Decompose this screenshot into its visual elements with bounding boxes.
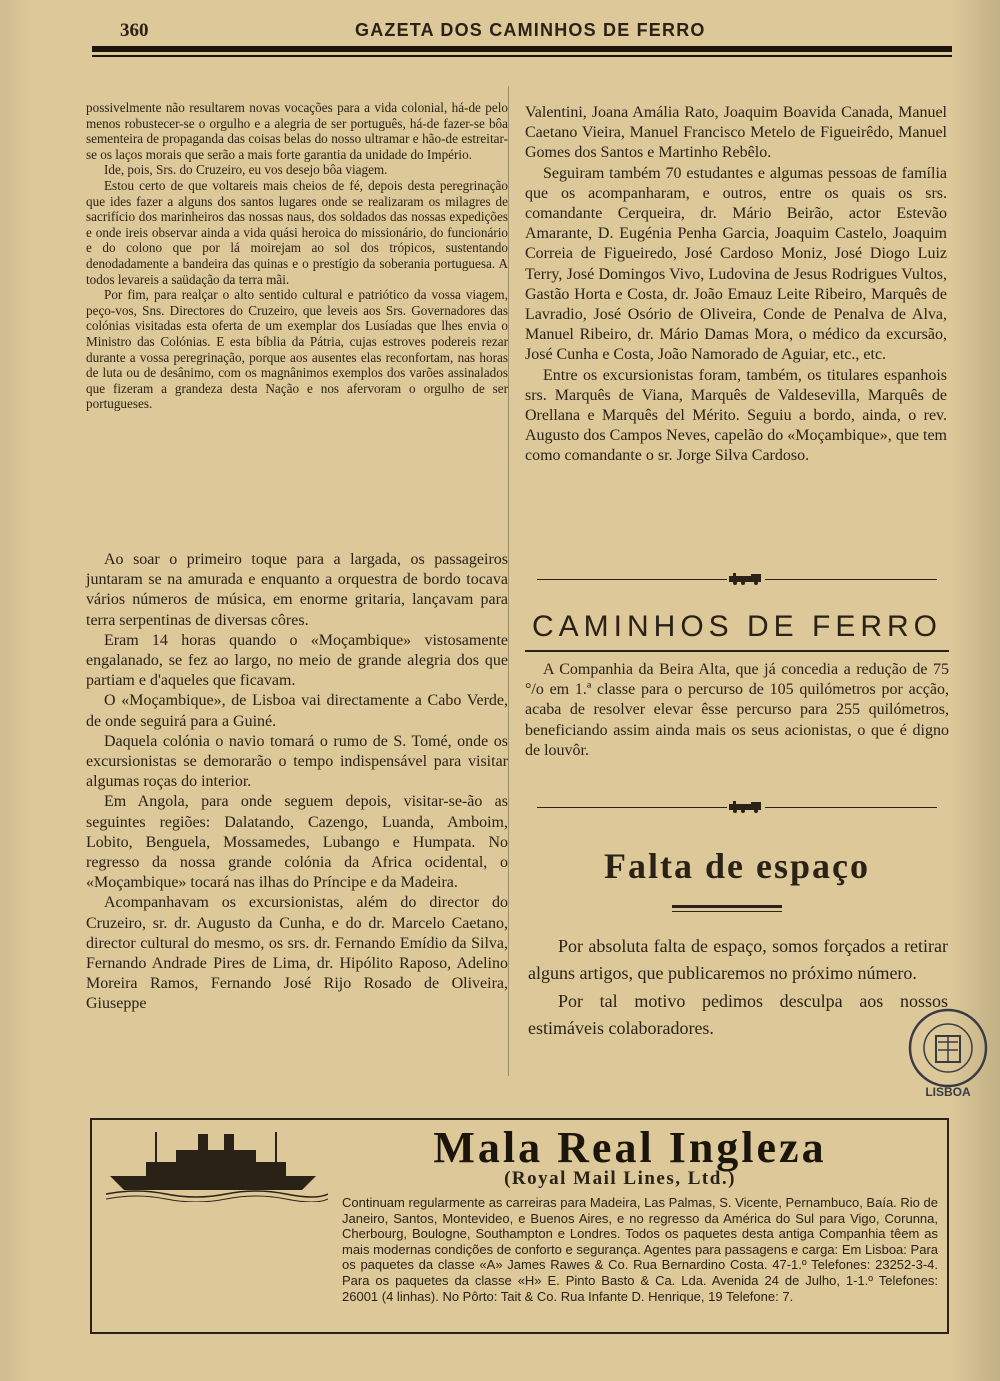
journal-title: GAZETA DOS CAMINHOS DE FERRO xyxy=(355,20,706,40)
header-rule-thin xyxy=(92,55,952,57)
caminhos-text xyxy=(525,660,949,761)
train-divider xyxy=(537,800,937,814)
advert-title: Mala Real Ingleza xyxy=(433,1123,827,1172)
advert-text xyxy=(100,1195,938,1304)
speech-text xyxy=(86,100,508,412)
article-text-right xyxy=(525,103,947,467)
ship-illustration xyxy=(106,1124,328,1202)
paragraph: Acompanhavam os excursionistas, além do director do Cruzeiro, sr. dr. Augusto da Cunha, e do dr. Marcelo Caetano, director cultural do mesmo, os srs. dr. Fernando Emídio da Silva, Fernando Andrade Pires de Lima, dr. Hipólito Raposo, Adelino Moreira Ramos, Fernando José Rijo Rosado de Oliveira, Giuseppe xyxy=(86,894,508,1013)
header-rule xyxy=(92,46,952,52)
notice-title: Falta de espaço xyxy=(604,846,870,886)
paragraph: Por absoluta falta de espaço, somos forçados a retirar alguns artigos, que publicaremos no próximo número. xyxy=(528,936,948,984)
advert-body: Continuam regularmente as carreiras para Madeira, Las Palmas, S. Vicente, Pernambuco, Baía. Rio de Janeiro, Santos, Montevideo, e Buenos Aires, e no regresso da América do Sul para Vigo, Corunna, Cherbourg, Boulogne, Southampton e Londres. Todos os paquetes desta antiga Companhia têem as mais modernas condições de conforto e segurança. Agentes para passagens e carga: Em Lisboa: Para os paquetes da classe «A» James Rawes & Co. Rua Bernardino Costa. 47-1.º Telefones: 23252-3-4. Para os paquetes da classe «H» E. Pinto Basto & Ca. Lda. Avenida 24 de Julho, 1-1.º Telefones: 26001 (4 linhas). No Pôrto: Tait & Co. Rua Infante D. Henrique, 19 Telefone: 7. xyxy=(342,1195,938,1304)
paragraph: Ide, pois, Srs. do Cruzeiro, eu vos desejo bôa viagem. xyxy=(104,162,388,178)
advert-subtitle: (Royal Mail Lines, Ltd.) xyxy=(504,1168,736,1189)
column-divider xyxy=(508,86,509,1076)
paragraph: O «Moçambique», de Lisboa vai directamente a Cabo Verde, de onde seguirá para a Guiné. xyxy=(86,692,508,730)
locomotive-icon xyxy=(727,800,765,813)
paragraph: Daquela colónia o navio tomará o rumo de S. Tomé, onde os excursionistas se demorarão o tempo indispensável para visitar algumas roças do interior. xyxy=(86,732,508,791)
page-number: 360 xyxy=(120,20,149,41)
train-divider xyxy=(537,572,937,586)
notice-text xyxy=(528,933,948,1042)
stamp-text: LISBOA xyxy=(925,1085,971,1099)
paragraph: Por fim, para realçar o alto sentido cultural e patriótico da vossa viagem, peço-vos, Sns. Directores do Cruzeiro, que leveis aos Srs. Governadores das colónias visitadas esta oferta de um exemplar dos Lusíadas que lhes envia o Ministro das Colónias. E esta bíblia da Pátria, cujas estroves podereis rezar durante a vossa peregrinação, porque aos ausentes elas reconfortam, nas horas de luta ou de desânimo, com os magnânimos exemplos dos varões assinalados que fizeram a grandeza desta Nação e nos afervoram o orgulho de ser portugueses. xyxy=(86,287,508,412)
paragraph: Entre os excursionistas foram, também, os titulares espanhois srs. Marquês de Viana, Marquês de Valdesevilla, Marquês de Orellana e Marquês del Mérito. Seguiu a bordo, ainda, o rev. Augusto dos Campos Neves, capelão do «Moçambique», que tem como comandante o sr. Jorge Silva Cardoso. xyxy=(525,366,947,465)
paragraph: Eram 14 horas quando o «Moçambique» vistosamente engalanado, se fez ao largo, no meio de grande alegria dos que partiam e d'aqueles que ficavam. xyxy=(86,631,508,690)
paragraph: Em Angola, para onde seguem depois, visitar-se-ão as seguintes regiões: Dalatando, Cazengo, Luanda, Amboim, Lobito, Benguela, Mossamedes, Lubango e Humpata. No regresso da nossa grande colónia da Africa ocidental, o «Moçambique» tocará nas ilhas do Príncipe e da Madeira. xyxy=(86,793,508,892)
notice-rule xyxy=(672,905,782,908)
paragraph: possivelmente não resultarem novas vocações para a vida colonial, há-de pelo menos robustecer-se o orgulho e a alegria de ser português, há-de fazer-se bôa sementeira de propaganda das coisas belas do nosso ultramar e hão-de estreitar-se os laços morais que serão a mais forte garantia da unidade do Império. xyxy=(86,100,508,162)
paragraph: Seguiram também 70 estudantes e algumas pessoas de família que os acompanharam, e outros, entre os quais os srs. comandante Cerqueira, dr. Mário Beirão, actor Estevão Amarante, D. Eugénia Penha Garcia, Joaquim Castelo, Joaquim Correia de Figueiredo, José Cardoso Moniz, José Diogo Luiz Terry, José Domingos Vivo, Ludovina de Jesus Rodrigues Vultos, Gastão Horta e Costa, dr. João Emauz Leite Ribeiro, Marquês de Lavradio, José Osório de Oliveira, Conde de Penalva de Alva, Manuel Ribeiro, dr. Mário Damas Mora, o médico da excursão, José Cunha e Costa, João Namorado de Aguiar, etc., etc. xyxy=(525,164,947,364)
notice-rule-thin xyxy=(672,911,782,912)
section-title: CAMINHOS DE FERRO xyxy=(531,610,943,643)
paragraph: Valentini, Joana Amália Rato, Joaquim Boavida Canada, Manuel Caetano Vieira, Manuel Francisco Metelo de Figueirêdo, Manuel Gomes dos Santos e Martinho Rebêlo. xyxy=(525,104,947,162)
paragraph: A Companhia da Beira Alta, que já concedia a redução de 75 °/o em 1.ª classe para o percurso de 105 quilómetros por acção, acaba de resolver elevar êsse percurso para 255 quilómetros, beneficiando assim ainda mais os seus acionistas, o que é digno de louvôr. xyxy=(525,661,949,759)
paragraph: Ao soar o primeiro toque para a largada, os passageiros juntaram se na amurada e enquanto a orquestra de bordo tocava vários números de música, em enorme gritaria, lançavam para terra serpentinas de diversas côres. xyxy=(86,551,508,629)
article-text-left xyxy=(86,550,508,1015)
section-rule xyxy=(525,650,949,652)
paragraph: Estou certo de que voltareis mais cheios de fé, depois desta peregrinação que ides fazer a alguns dos santos lugares onde se realizaram os milagres de sacrifício dos marinheiros das nossas naus, dos soldados das nossas expedições e onde ireis observar ainda a vida quási heroica do missionário, do funcionário e do colono que por lá moirejam ao sol dos trópicos, sustentando denodadamente a bandeira das quinas e o prestígio da soberania portuguesa. A todos levareis a saüdação da terra mãi. xyxy=(86,177,508,287)
paragraph: Por tal motivo pedimos desculpa aos nossos estimáveis colaboradores. xyxy=(528,990,948,1038)
library-stamp-icon xyxy=(906,998,990,1110)
locomotive-icon xyxy=(727,572,765,585)
